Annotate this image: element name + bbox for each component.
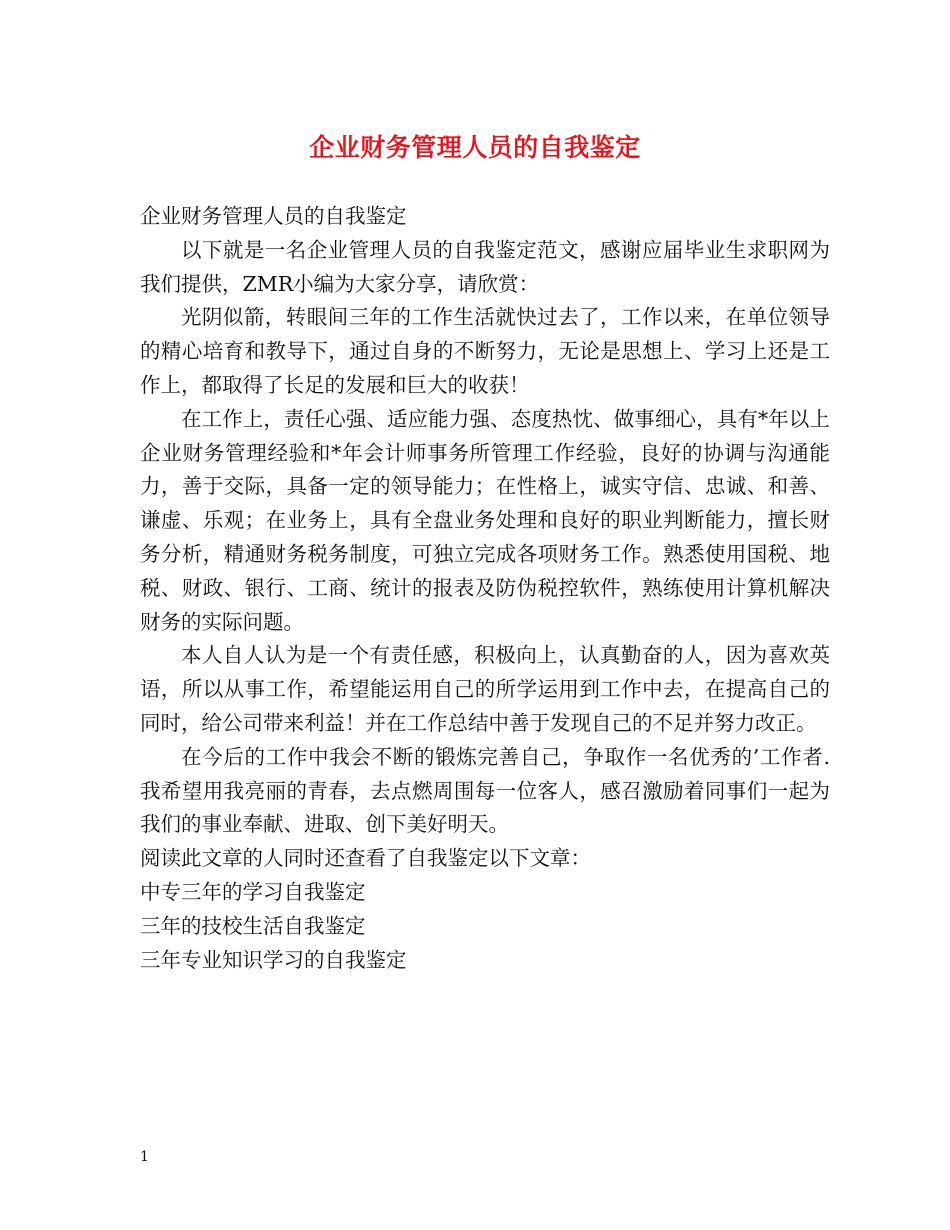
- paragraph-self: 本人自人认为是一个有责任感，积极向上，认真勤奋的人，因为喜欢英语，所以从事工作，希望能运用自己的所学运用到工作中去，在提高自己的同时，给公司带来利益！并在工作总结中善于发现自己的不足并努力改正。: [140, 643, 830, 735]
- paragraph-future: 在今后的工作中我会不断的锻炼完善自己，争取作一名优秀的’工作者. 我希望用我亮丽的青春，去点燃周围每一位客人，感召激励着同事们一起为我们的事业奉献、进取、创下美好明天。: [140, 744, 830, 837]
- paragraph-work: 在工作上，责任心强、适应能力强、态度热忱、做事细心，具有*年以上企业财务管理经验和*年会计师事务所管理工作经验，良好的协调与沟通能力，善于交际，具备一定的领导能力；在性格上，诚实守信、忠诚、和善、谦虚、乐观；在业务上，具有全盘业务处理和良好的职业判断能力，擅长财务分析，精通财务税务制度，可独立完成各项财务工作。熟悉使用国税、地税、财政、银行、工商、统计的报表及防伪税控软件，熟练使用计算机解决财务的实际问题。: [140, 406, 830, 634]
- document-title: 企业财务管理人员的自我鉴定: [309, 133, 641, 162]
- related-link-3[interactable]: 三年专业知识学习的自我鉴定: [140, 947, 407, 972]
- paragraph-time: 光阴似箭，转眼间三年的工作生活就快过去了，工作以来，在单位领导的精心培育和教导下，通过自身的不断努力，无论是思想上、学习上还是工作上，都取得了长足的发展和巨大的收获！: [140, 305, 830, 397]
- related-link-1[interactable]: 中专三年的学习自我鉴定: [140, 879, 366, 904]
- related-heading: 阅读此文章的人同时还查看了自我鉴定以下文章：: [140, 846, 591, 871]
- subtitle-line: 企业财务管理人员的自我鉴定: [140, 204, 407, 228]
- related-link-2[interactable]: 三年的技校生活自我鉴定: [140, 913, 366, 938]
- page-number: 1: [140, 1149, 149, 1165]
- intro-paragraph: 以下就是一名企业管理人员的自我鉴定范文，感谢应届毕业生求职网为我们提供，ZMR小编为大家分享，请欣赏：: [140, 237, 830, 296]
- document-body: [140, 200, 830, 977]
